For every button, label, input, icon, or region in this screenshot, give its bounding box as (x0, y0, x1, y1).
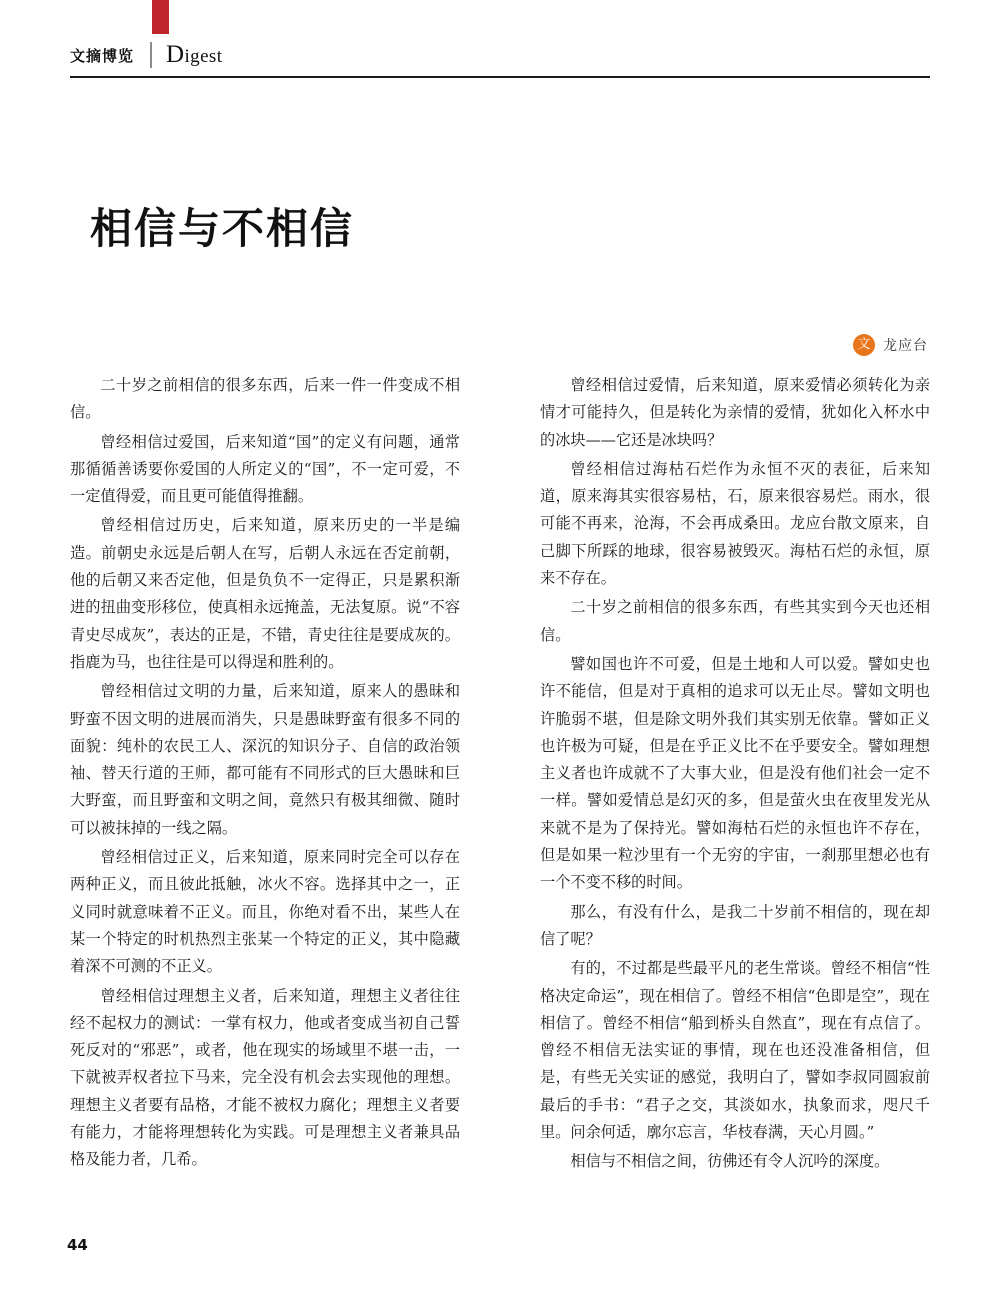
header-rule (70, 76, 930, 78)
paragraph: 曾经相信过文明的力量，后来知道，原来人的愚昧和野蛮不因文明的进展而消失，只是愚昧野蛮有很多不同的面貌：纯朴的农民工人、深沉的知识分子、自信的政治领袖、替天行道的王师，都可能有不同形式的巨大愚昧和巨大野蛮，而且野蛮和文明之间，竟然只有极其细微、随时可以被抹掉的一线之隔。 (70, 682, 460, 837)
red-accent-tab (152, 0, 169, 34)
page-number: 44 (67, 1236, 88, 1254)
author-byline (853, 334, 928, 356)
magazine-name-en-initial: D (166, 41, 185, 68)
paragraph: 曾经相信过海枯石烂作为永恒不灭的表征，后来知道，原来海其实很容易枯，石，原来很容易烂。雨水，很可能不再来，沧海，不会再成桑田。龙应台散文原来，自己脚下所踩的地球，很容易被毁灭。海枯石烂的永恒，原来不存在。 (540, 459, 930, 588)
page-header (0, 34, 1000, 76)
paragraph: 有的，不过都是些最平凡的老生常谈。曾经不相信“性格决定命运”，现在相信了。曾经不相信“色即是空”，现在相信了。曾经不相信“船到桥头自然直”，现在有点信了。曾经不相信无法实证的事情，现在也还没准备相信，但是，有些无关实证的感觉，我明白了，譬如李叔同圆寂前最后的手书：“君子之交，其淡如水，执象而求，咫尺千里。问余何适，廓尔忘言，华枝春满，天心月圆。” (540, 959, 930, 1142)
paragraph: 譬如国也许不可爱，但是土地和人可以爱。譬如史也许不能信，但是对于真相的追求可以无止尽。譬如文明也许脆弱不堪，但是除文明外我们其实别无依靠。譬如正义也许极为可疑，但是在乎正义比不在乎要安全。譬如理想主义者也许成就不了大事大业，但是没有他们社会一定不一样。譬如爱情总是幻灭的多，但是萤火虫在夜里发光从来就不是为了保持光。譬如海枯石烂的永恒也许不存在，但是如果一粒沙里有一个无穷的宇宙，一刹那里想必也有一个不变不移的时间。 (540, 654, 930, 892)
paragraph: 曾经相信过理想主义者，后来知道，理想主义者往往经不起权力的测试：一掌有权力，他或者变成当初自己誓死反对的“邪恶”，或者，他在现实的场域里不堪一击，一下就被弄权者拉下马来，完全没有机会去实现他的理想。理想主义者要有品格，才能不被权力腐化；理想主义者要有能力，才能将理想转化为实践。可是理想主义者兼具品格及能力者，几希。 (70, 986, 460, 1169)
paragraph: 曾经相信过正义，后来知道，原来同时完全可以存在两种正义，而且彼此抵触，冰火不容。选择其中之一，正义同时就意味着不正义。而且，你绝对看不出，某些人在某一个特定的时机热烈主张某一个特定的正义，其中隐藏着深不可测的不正义。 (70, 848, 460, 976)
author-name: 龙应台 (883, 338, 928, 354)
header-divider (150, 42, 152, 68)
column-right (540, 372, 930, 1178)
magazine-name-cn: 文摘博览 (70, 46, 135, 65)
paragraph: 二十岁之前相信的很多东西，后来一件一件变成不相信。 (70, 376, 460, 422)
magazine-name-en (166, 41, 222, 69)
article-body (70, 372, 930, 1178)
paragraph: 相信与不相信之间，彷佛还有令人沉吟的深度。 (570, 1152, 890, 1171)
paragraph: 那么，有没有什么，是我二十岁前不相信的，现在却信了呢？ (540, 902, 930, 948)
top-white-rule (0, 0, 1000, 11)
paragraph: 曾经相信过爱国，后来知道“国”的定义有问题，通常那循循善诱要你爱国的人所定义的“国”，不一定可爱，不一定值得爱，而且更可能值得推翻。 (70, 432, 460, 506)
paragraph: 曾经相信过爱情，后来知道，原来爱情必须转化为亲情才可能持久，但是转化为亲情的爱情，犹如化入杯水中的冰块——它还是冰块吗？ (540, 376, 930, 449)
magazine-name-en-rest: igest (184, 46, 223, 67)
paragraph: 曾经相信过历史，后来知道，原来历史的一半是编造。前朝史永远是后朝人在写，后朝人永远在否定前朝，他的后朝又来否定他，但是负负不一定得正，只是累积渐进的扭曲变形移位，使真相永远掩盖，无法复原。说“不容青史尽成灰”，表达的正是，不错，青史往往是要成灰的。指鹿为马，也往往是可以得逞和胜利的。 (70, 516, 460, 671)
author-badge-icon: 文 (853, 334, 875, 356)
column-left (70, 372, 460, 1178)
paragraph: 二十岁之前相信的很多东西，有些其实到今天也还相信。 (540, 598, 930, 644)
page-title: 相信与不相信 (90, 204, 355, 254)
